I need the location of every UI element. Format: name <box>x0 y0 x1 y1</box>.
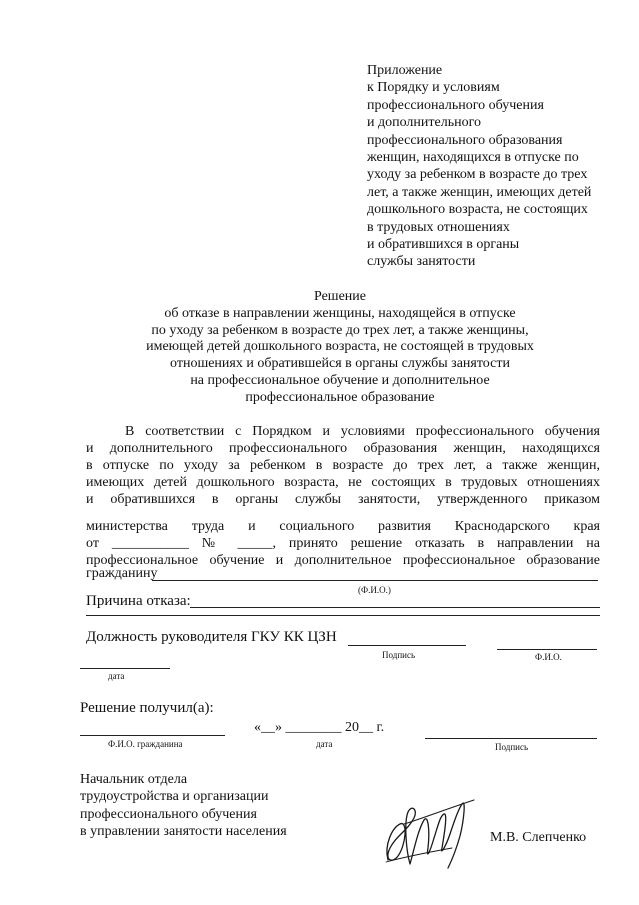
body-line: имеющих детей дошкольного возраста, не состоящих в трудовых отношениях <box>86 475 600 490</box>
body-line: от ___________ № _____, принято решение отказать в направлении на <box>86 536 600 551</box>
reason-label: Причина отказа: <box>86 593 191 609</box>
annex-line: и дополнительного <box>367 115 481 131</box>
annex-line: профессионального образования <box>367 132 563 148</box>
body-line: министерства труда и социального развития Краснодарского края <box>86 519 600 534</box>
decision-title: Решение <box>313 289 366 304</box>
annex-line: лет, а также женщин, имеющих детей <box>367 184 592 200</box>
citizen-fio-line[interactable] <box>152 580 598 581</box>
decision-subtitle-line: по уходу за ребенком в возрасте до трех лет, а также женщины, <box>151 322 529 338</box>
signature-svg <box>378 790 488 872</box>
date-caption: дата <box>108 671 125 681</box>
annex-line: Приложение <box>367 63 443 78</box>
received-date-caption: дата <box>316 739 333 749</box>
annex-line: и обратившихся в органы <box>367 237 520 253</box>
body-line: и обратившихся в органы службы занятости, утвержденного приказом <box>86 492 600 507</box>
reason-line[interactable] <box>190 607 600 608</box>
signature-caption: Подпись <box>382 650 416 660</box>
annex-line: в трудовых отношениях <box>367 219 510 235</box>
body-line: и дополнительного профессионального образования женщин, находящихся <box>86 441 600 456</box>
annex-line: женщин, находящихся в отпуске по <box>367 150 579 166</box>
footer-position <box>80 771 287 840</box>
signer-name: М.В. Слепченко <box>490 830 587 845</box>
fio-caption: (Ф.И.О.) <box>358 585 391 595</box>
annex-header <box>367 62 591 271</box>
annex-line: к Порядку и условиям <box>367 80 500 96</box>
annex-line: профессионального обучения <box>367 97 544 113</box>
received-fio-caption: Ф.И.О. гражданина <box>108 739 183 749</box>
body-line: В соответствии с Порядком и условиями профессионального обучения <box>125 424 600 439</box>
received-signature-caption: Подпись <box>495 742 529 752</box>
decision-subtitle-line: имеющей детей дошкольного возраста, не состоящей в трудовых <box>146 339 534 355</box>
footer-position-line: Начальник отдела <box>80 772 188 787</box>
received-label: Решение получил(а): <box>80 700 214 716</box>
footer-position-line: в управлении занятости населения <box>80 823 287 839</box>
footer-position-line: трудоустройства и организации <box>80 789 269 805</box>
decision-subtitle-line: об отказе в направлении женщины, находящейся в отпуске <box>164 305 516 321</box>
head-position-label: Должность руководителя ГКУ КК ЦЗН <box>86 629 337 645</box>
decision-title-block <box>60 289 620 407</box>
head-fio-line[interactable] <box>497 649 597 650</box>
fio-caption: Ф.И.О. <box>535 652 562 662</box>
head-date-line[interactable] <box>80 668 170 669</box>
annex-line: дошкольного возраста, не состоящих <box>367 202 588 218</box>
decision-subtitle-line: профессиональное образование <box>245 389 435 405</box>
received-signature-line[interactable] <box>425 738 597 739</box>
head-signature-line[interactable] <box>348 645 466 646</box>
body-line: профессиональное обучение и дополнительное профессиональное образование <box>86 553 600 568</box>
annex-line: уходу за ребенком в возрасте до трех <box>367 167 588 183</box>
received-date: «__» ________ 20__ г. <box>254 720 385 735</box>
decision-subtitle-line: отношениях и обратившейся в органы службы занятости <box>170 356 510 372</box>
reason-line-2[interactable] <box>86 615 600 616</box>
annex-line: службы занятости <box>367 254 476 270</box>
handwritten-signature <box>378 790 488 877</box>
citizen-label: гражданину <box>86 566 158 581</box>
received-fio-line[interactable] <box>80 735 225 736</box>
decision-subtitle-line: на профессиональное обучение и дополнительное <box>190 372 490 388</box>
footer-position-line: профессионального обучения <box>80 806 257 822</box>
body-line: в отпуске по уходу за ребенком в возрасте до трех лет, а также женщин, <box>86 458 600 473</box>
